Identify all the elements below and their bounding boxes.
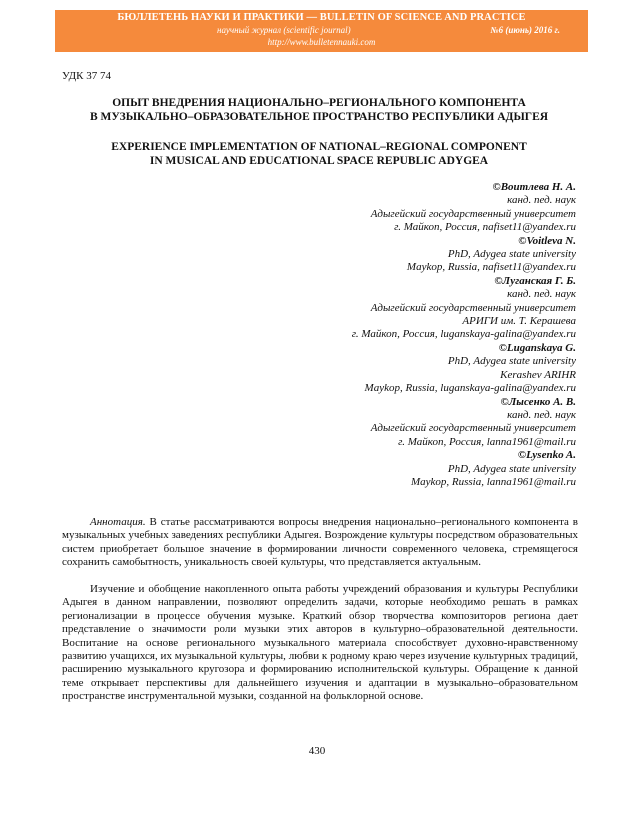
author-line: г. Майкоп, Россия, lanna1961@mail.ru bbox=[398, 435, 576, 448]
abstract-text: В статье рассматриваются вопросы внедрения национально–регионального компонента в музыкальных учебных заведениях республики Адыгея. Возрождение культуры посредством образовательных систем приобретает большое значение в формировании личности современного человека, стремящегося сохранить самобытность, уникальность своей культуры, что представляется актуальным. bbox=[62, 516, 578, 569]
title-ru-line: ОПЫТ ВНЕДРЕНИЯ НАЦИОНАЛЬНО–РЕГИОНАЛЬНОГО КОМПОНЕНТА bbox=[112, 97, 526, 109]
author-line: Maykop, Russia, luganskaya-galina@yandex.ru bbox=[364, 382, 576, 395]
body-paragraph: Изучение и обобщение накопленного опыта работы учреждений образования и культуры Республики Адыгея в данном направлении, позволяют определить задачи, которые необходимо решать в рамках регионализации в процессе обучения музыке. Краткий обзор творчества композиторов региона дает представление о значимости роли музыки этих авторов в культурно–образовательной деятельности. Воспитание на основе регионального музыкального материала способствует духовно-нравственному развитию учащихся, их музыкальной культуры, любви к родному краю через изучение культурных традиций, расширению музыкального кругозора и формированию исполнительской культуры. Обращение к данной теме открывает перспективы для дальнейшего изучения и адаптации в музыкально–образовательном пространстве инструментальной музыки, созданной на фольклорной основе. bbox=[62, 583, 578, 703]
journal-type: научный журнал (scientific journal) bbox=[217, 25, 351, 35]
author-line: Maykop, Russia, lanna1961@mail.ru bbox=[410, 475, 576, 488]
abstract-label: Аннотация. bbox=[90, 516, 146, 528]
udc-code: УДК 37 74 bbox=[62, 70, 112, 82]
author-name: ©Voitleva N. bbox=[518, 234, 576, 247]
author-name: ©Луганская Г. Б. bbox=[494, 274, 576, 287]
author-line: Адыгейский государственный университет bbox=[370, 422, 576, 435]
author-line: г. Майкоп, Россия, nafiset11@yandex.ru bbox=[394, 221, 576, 234]
title-ru-line: В МУЗЫКАЛЬНО–ОБРАЗОВАТЕЛЬНОЕ ПРОСТРАНСТВО РЕСПУБЛИКИ АДЫГЕЯ bbox=[89, 111, 549, 123]
author-name: ©Luganskaya G. bbox=[498, 341, 576, 354]
author-name: ©Лысенко А. В. bbox=[500, 395, 576, 408]
author-entry bbox=[176, 235, 576, 275]
author-entry bbox=[176, 396, 576, 450]
author-line: г. Майкоп, Россия, luganskaya-galina@yandex.ru bbox=[351, 328, 576, 341]
title-en-line: EXPERIENCE IMPLEMENTATION OF NATIONAL–REGIONAL COMPONENT bbox=[111, 141, 527, 153]
author-line: PhD, Adygea state university bbox=[447, 355, 576, 368]
author-line: канд. пед. наук bbox=[507, 194, 576, 207]
journal-title: БЮЛЛЕТЕНЬ НАУКИ И ПРАКТИКИ — BULLETIN OF SCIENCE AND PRACTICE bbox=[117, 12, 526, 23]
journal-url[interactable]: http://www.bulletennauki.com bbox=[267, 37, 376, 47]
author-line: Maykop, Russia, nafiset11@yandex.ru bbox=[406, 261, 576, 274]
author-name: ©Lysenko A. bbox=[517, 449, 576, 462]
title-en bbox=[62, 140, 576, 168]
author-line: Адыгейский государственный университет bbox=[370, 301, 576, 314]
author-line: Kerashev ARIHR bbox=[500, 368, 576, 381]
abstract-paragraph bbox=[62, 516, 578, 570]
author-line: Адыгейский государственный университет bbox=[370, 207, 576, 220]
page-number: 430 bbox=[308, 745, 326, 757]
journal-header bbox=[55, 10, 588, 52]
author-name: ©Воитлева Н. А. bbox=[492, 181, 576, 193]
authors-block bbox=[176, 181, 576, 489]
author-entry bbox=[176, 342, 576, 396]
author-entry bbox=[176, 449, 576, 489]
title-ru bbox=[62, 96, 576, 124]
author-line: АРИГИ им. Т. Керашева bbox=[462, 315, 576, 328]
title-en-line: IN MUSICAL AND EDUCATIONAL SPACE REPUBLIC ADYGEA bbox=[149, 155, 489, 167]
author-line: PhD, Adygea state university bbox=[447, 462, 576, 475]
author-line: канд. пед. наук bbox=[507, 288, 576, 301]
author-entry bbox=[176, 181, 576, 235]
journal-issue: №6 (июнь) 2016 г. bbox=[490, 25, 560, 35]
author-entry bbox=[176, 275, 576, 342]
author-line: канд. пед. наук bbox=[507, 408, 576, 421]
author-line: PhD, Adygea state university bbox=[447, 248, 576, 261]
